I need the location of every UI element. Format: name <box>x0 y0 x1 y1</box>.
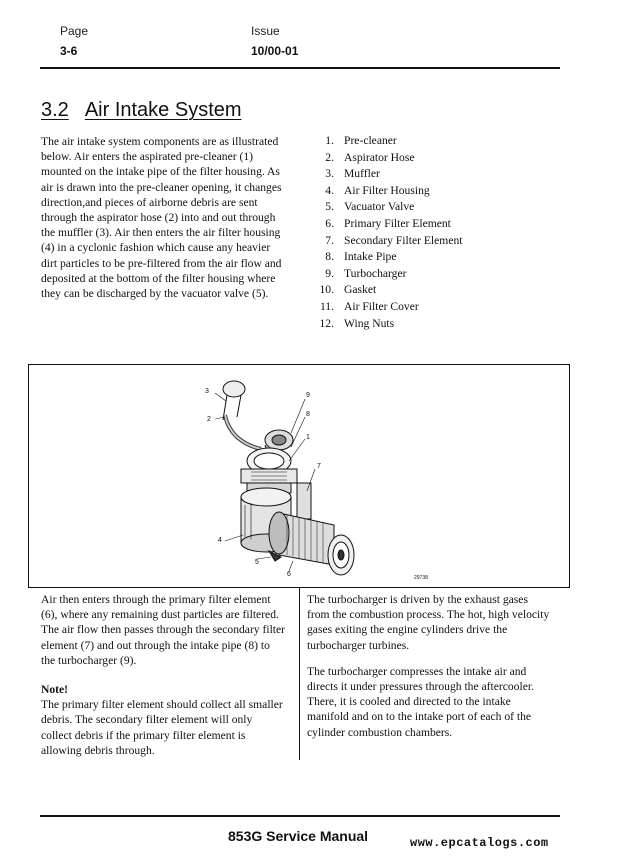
text-line: The air flow then passes through the secondary filter <box>41 623 286 637</box>
list-item: 7. Secondary Filter Element <box>325 233 463 247</box>
callout-label: 9 <box>306 392 310 399</box>
text-line: directs it under pressures through the aftercooler. <box>307 680 534 694</box>
right-column <box>307 592 567 740</box>
components-list <box>309 134 529 333</box>
air-intake-illustration <box>29 365 569 589</box>
text-line: manifold and on to the intake port of each of the <box>307 710 532 724</box>
list-item: 2. Aspirator Hose <box>325 150 415 164</box>
list-item: 3. Muffler <box>325 167 380 181</box>
text-line: they can be discharged by the vacuator valve (5). <box>41 287 269 301</box>
issue-label: Issue <box>251 24 280 38</box>
section-number: 3.2 <box>41 99 69 121</box>
text-line: collect debris if the primary filter element is <box>41 728 246 742</box>
callout-label: 5 <box>255 559 259 566</box>
callout-label: 6 <box>287 571 291 578</box>
text-line: cylinder combustion chambers. <box>307 725 453 739</box>
text-line: element (7) and out through the intake pipe (8) to <box>41 638 270 652</box>
text-line: turbocharger turbines. <box>307 638 410 652</box>
section-heading: Air Intake System <box>84 99 242 121</box>
list-item: 1. Pre-cleaner <box>325 134 397 147</box>
callout-label: 8 <box>306 411 310 418</box>
issue-number: 10/00-01 <box>251 44 299 58</box>
text-line: (4) in a cyclonic fashion which cause any heavier <box>41 241 271 255</box>
callout-label: 3 <box>205 388 209 395</box>
text-line: The turbocharger is driven by the exhaust gases <box>307 593 528 606</box>
header-rule <box>40 67 560 69</box>
callout-label: 1 <box>306 434 310 441</box>
list-item: 8. Intake Pipe <box>325 250 397 264</box>
footer-url[interactable]: www.epcatalogs.com <box>410 836 549 850</box>
text-line: dirt particles to be pre-filtered from the air flow and <box>41 256 282 270</box>
text-line: mounted on the intake pipe of the filter housing. As <box>41 165 280 179</box>
left-column <box>41 592 297 758</box>
column-divider <box>299 588 300 760</box>
text-line: from the combustion process. The hot, high velocity <box>307 608 550 622</box>
text-line: The air intake system components are as illustrated <box>41 135 279 148</box>
callout-label: 4 <box>218 537 222 544</box>
list-item: 5. Vacuator Valve <box>325 200 415 214</box>
text-line: allowing debris through. <box>41 743 155 757</box>
section-title <box>41 99 242 122</box>
text-line: through the aspirator hose (2) into and out through <box>41 211 276 225</box>
intro-paragraph <box>41 134 301 301</box>
list-item: 4. Air Filter Housing <box>325 183 430 197</box>
text-line: air is drawn into the pre-cleaner opening, it changes <box>41 180 282 194</box>
page-label: Page <box>60 24 89 38</box>
figure-bottom-rule <box>28 587 570 588</box>
text-line: The primary filter element should collect all smaller <box>41 698 283 712</box>
figure-id: 29738 <box>414 575 428 581</box>
text-line: the muffler (3). Air then enters the air filter housing <box>41 226 281 240</box>
text-line: the turbocharger (9). <box>41 653 137 667</box>
list-item: 10. Gasket <box>319 283 377 297</box>
text-line: The turbocharger compresses the intake air and <box>307 664 527 678</box>
list-item: 11. Air Filter Cover <box>319 299 419 313</box>
footer-title: 853G Service Manual <box>228 828 369 844</box>
text-line: debris. The secondary filter element will only <box>41 713 253 727</box>
list-item: 9. Turbocharger <box>325 266 407 280</box>
page-number: 3-6 <box>60 44 78 58</box>
list-item: 12. Wing Nuts <box>319 316 395 330</box>
callout-label: 7 <box>317 463 321 470</box>
text-line: direction,and pieces of airborne debris are sent <box>41 195 258 209</box>
text-line: There, it is cooled and directed to the intake <box>307 695 511 709</box>
text-line: (6), where any remaining dust particles are filtered. <box>41 608 279 622</box>
callout-label: 2 <box>207 416 211 423</box>
text-line: below. Air enters the aspirated pre-cleaner (1) <box>41 150 254 164</box>
note-heading: Note! <box>41 683 69 697</box>
list-item: 6. Primary Filter Element <box>325 216 451 230</box>
air-intake-figure <box>28 364 570 588</box>
text-line: deposited at the bottom of the filter housing where <box>41 271 276 285</box>
text-line: gases exiting the engine cylinders drive the <box>307 623 508 637</box>
footer-rule <box>40 815 560 817</box>
text-line: Air then enters through the primary filter element <box>41 593 271 606</box>
